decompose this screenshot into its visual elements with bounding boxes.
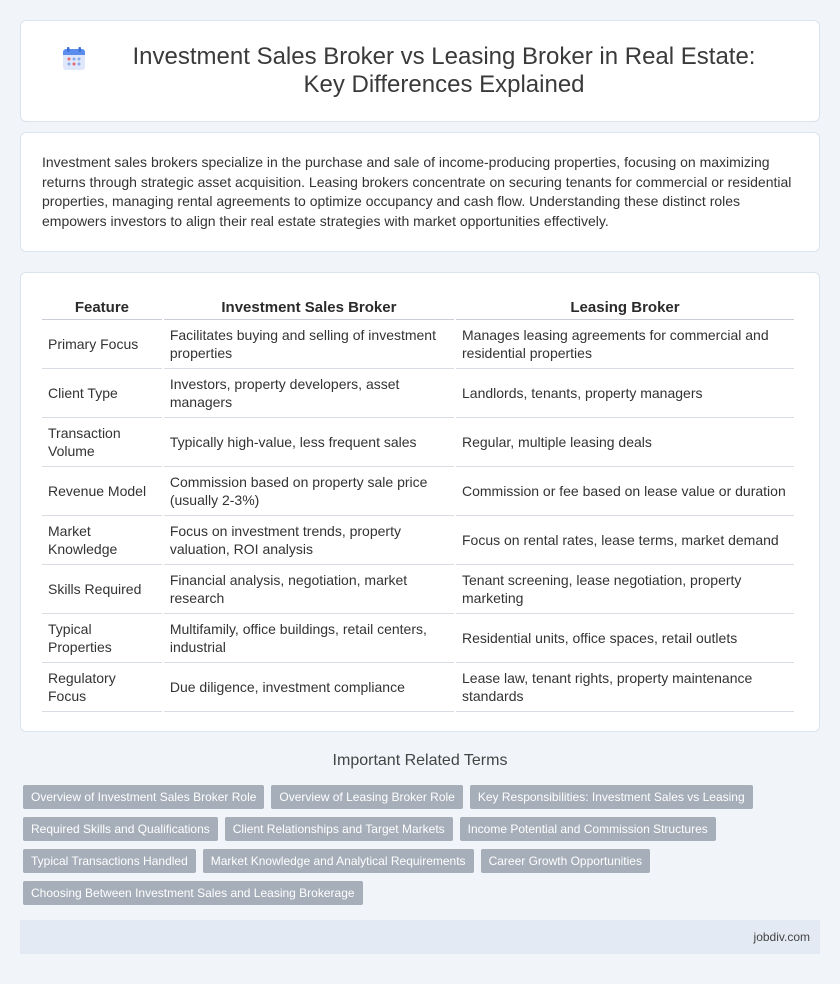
header-investment-sales-broker: Investment Sales Broker <box>164 295 454 320</box>
comparison-card <box>20 272 820 732</box>
related-term-tag[interactable]: Key Responsibilities: Investment Sales vs Leasing <box>470 785 753 809</box>
feature-cell: Revenue Model <box>42 467 162 516</box>
related-term-tag[interactable]: Choosing Between Investment Sales and Leasing Brokerage <box>23 881 363 905</box>
related-term-tag[interactable]: Overview of Leasing Broker Role <box>271 785 462 809</box>
intro-card <box>20 132 820 252</box>
footer-site-link[interactable]: jobdiv.com <box>753 930 810 944</box>
title-card <box>20 20 820 122</box>
investment-sales-cell: Due diligence, investment compliance <box>164 663 454 712</box>
table-row <box>42 663 794 712</box>
feature-cell: Skills Required <box>42 565 162 614</box>
table-row <box>42 614 794 663</box>
table-header-row <box>42 295 794 320</box>
related-term-tag[interactable]: Overview of Investment Sales Broker Role <box>23 785 264 809</box>
leasing-cell: Commission or fee based on lease value or duration <box>456 467 794 516</box>
feature-cell: Market Knowledge <box>42 516 162 565</box>
comparison-table <box>40 295 796 712</box>
leasing-cell: Regular, multiple leasing deals <box>456 418 794 467</box>
table-row <box>42 516 794 565</box>
header-leasing-broker: Leasing Broker <box>456 295 794 320</box>
footer <box>20 920 820 954</box>
investment-sales-cell: Financial analysis, negotiation, market research <box>164 565 454 614</box>
feature-cell: Transaction Volume <box>42 418 162 467</box>
related-term-tag[interactable]: Market Knowledge and Analytical Requirements <box>203 849 474 873</box>
leasing-cell: Residential units, office spaces, retail outlets <box>456 614 794 663</box>
related-term-tag[interactable]: Typical Transactions Handled <box>23 849 196 873</box>
investment-sales-cell: Commission based on property sale price (usually 2-3%) <box>164 467 454 516</box>
related-terms-title: Important Related Terms <box>332 752 508 769</box>
related-term-tag[interactable]: Client Relationships and Target Markets <box>225 817 453 841</box>
feature-cell: Typical Properties <box>42 614 162 663</box>
related-terms-list <box>23 785 823 905</box>
page-title: Investment Sales Broker vs Leasing Broker in Real Estate: Key Differences Explained <box>132 43 756 98</box>
related-term-tag[interactable]: Career Growth Opportunities <box>481 849 650 873</box>
leasing-cell: Focus on rental rates, lease terms, market demand <box>456 516 794 565</box>
investment-sales-cell: Typically high-value, less frequent sales <box>164 418 454 467</box>
investment-sales-cell: Multifamily, office buildings, retail centers, industrial <box>164 614 454 663</box>
feature-cell: Primary Focus <box>42 320 162 369</box>
leasing-cell: Landlords, tenants, property managers <box>456 369 794 418</box>
title-wrap <box>21 21 819 121</box>
investment-sales-cell: Investors, property developers, asset managers <box>164 369 454 418</box>
related-term-tag[interactable]: Income Potential and Commission Structures <box>460 817 716 841</box>
feature-cell: Client Type <box>42 369 162 418</box>
related-term-tag[interactable]: Required Skills and Qualifications <box>23 817 218 841</box>
table-row <box>42 418 794 467</box>
calendar-icon <box>61 46 87 72</box>
feature-cell: Regulatory Focus <box>42 663 162 712</box>
intro-paragraph: Investment sales brokers specialize in the purchase and sale of income-producing properties, focusing on maximizing returns through strategic asset acquisition. Leasing brokers concentrate on securing tenants for commercial or residential properties, managing rental agreements to optimize occupancy and cash flow. Understanding these distinct roles empowers investors to align their real estate strategies with market opportunities effectively. <box>42 154 792 229</box>
leasing-cell: Manages leasing agreements for commercial and residential properties <box>456 320 794 369</box>
header-feature: Feature <box>42 295 162 320</box>
leasing-cell: Tenant screening, lease negotiation, property marketing <box>456 565 794 614</box>
table-row <box>42 565 794 614</box>
leasing-cell: Lease law, tenant rights, property maintenance standards <box>456 663 794 712</box>
table-row <box>42 467 794 516</box>
table-row <box>42 320 794 369</box>
investment-sales-cell: Facilitates buying and selling of investment properties <box>164 320 454 369</box>
investment-sales-cell: Focus on investment trends, property valuation, ROI analysis <box>164 516 454 565</box>
table-row <box>42 369 794 418</box>
